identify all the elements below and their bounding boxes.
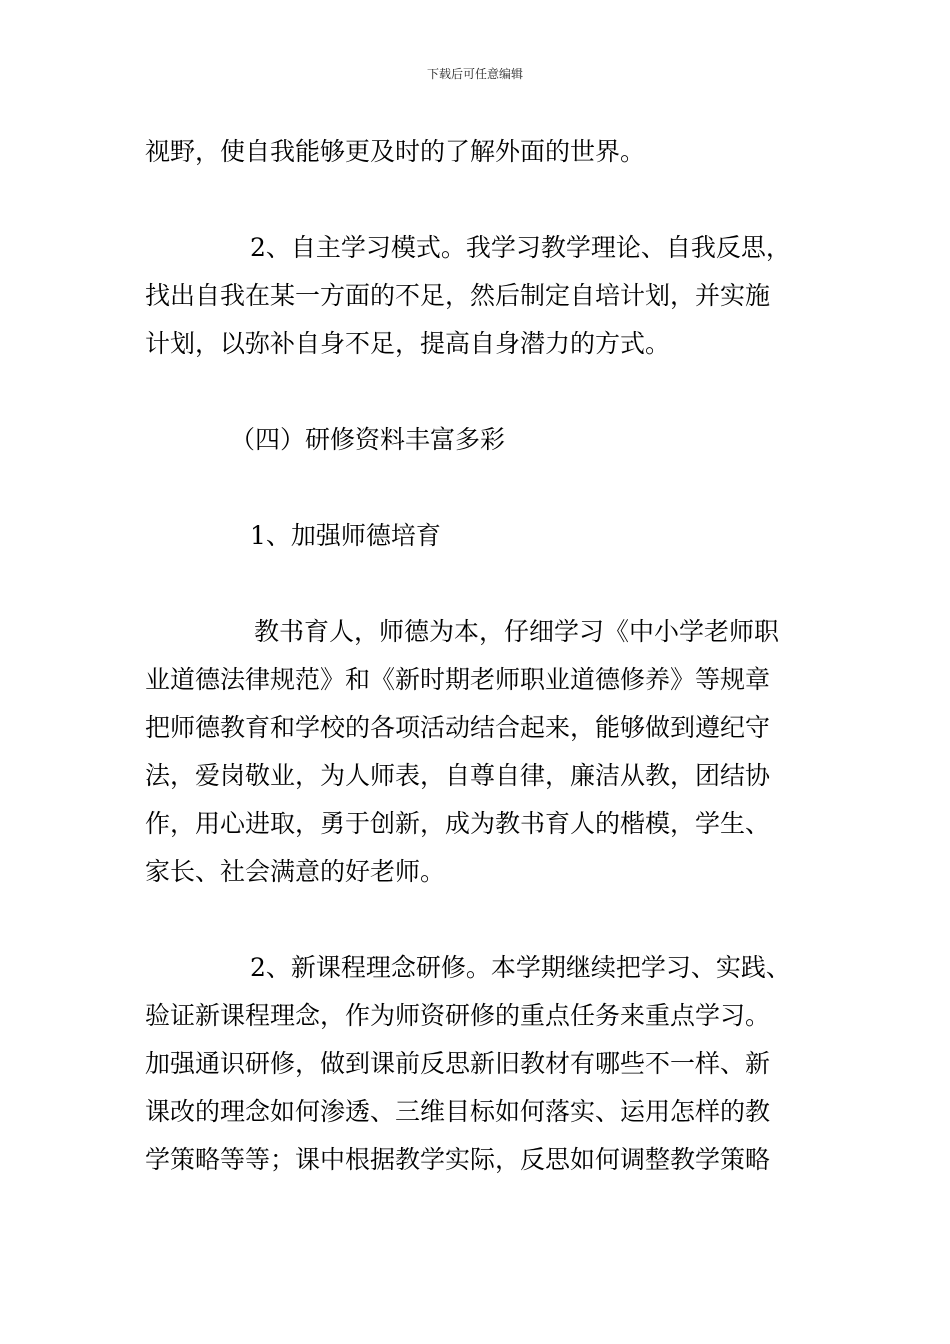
paragraph-gap	[145, 464, 810, 512]
heading-text: （四）研修资料丰富多彩	[230, 425, 506, 454]
paragraph-continuation	[145, 128, 810, 176]
text-line: 找出自我在某一方面的不足，然后制定自培计划，并实施	[145, 281, 771, 310]
paragraph-gap	[145, 560, 810, 608]
text-line: 家长、社会满意的好老师。	[145, 857, 446, 886]
paragraph-self-study	[145, 224, 810, 368]
page-header: 下载后可任意编辑	[426, 67, 523, 81]
paragraph-gap	[145, 176, 810, 224]
paragraph-gap	[145, 896, 810, 944]
text-line: 视野，使自我能够更及时的了解外面的世界。	[145, 137, 646, 166]
text-line: 课改的理念如何渗透、三维目标如何落实、运用怎样的教	[145, 1097, 771, 1126]
text-line: 教书育人，师德为本，仔细学习《中小学老师职	[254, 617, 780, 646]
heading-text: 1、加强师德培育	[250, 521, 441, 550]
item-heading	[145, 512, 810, 560]
text-line: 2、自主学习模式。我学习教学理论、自我反思，	[250, 233, 791, 262]
paragraph-ethics	[145, 608, 810, 896]
paragraph-curriculum	[145, 944, 810, 1184]
text-line: 把师德教育和学校的各项活动结合起来，能够做到遵纪守	[145, 713, 771, 742]
text-line: 学策略等等；课中根据教学实际，反思如何调整教学策略	[145, 1145, 771, 1174]
text-line: 计划，以弥补自身不足，提高自身潜力的方式。	[145, 329, 671, 358]
text-line: 业道德法律规范》和《新时期老师职业道德修养》等规章	[145, 665, 771, 694]
text-line: 加强通识研修，做到课前反思新旧教材有哪些不一样、新	[145, 1049, 771, 1078]
text-line: 作，用心进取，勇于创新，成为教书育人的楷模，学生、	[145, 809, 771, 838]
paragraph-gap	[145, 368, 810, 416]
section-heading	[145, 416, 810, 464]
document-body	[145, 128, 810, 1184]
text-line: 验证新课程理念，作为师资研修的重点任务来重点学习。	[145, 1001, 771, 1030]
text-line: 法，爱岗敬业，为人师表，自尊自律，廉洁从教，团结协	[145, 761, 771, 790]
text-line: 2、新课程理念研修。本学期继续把学习、实践、	[250, 953, 791, 982]
